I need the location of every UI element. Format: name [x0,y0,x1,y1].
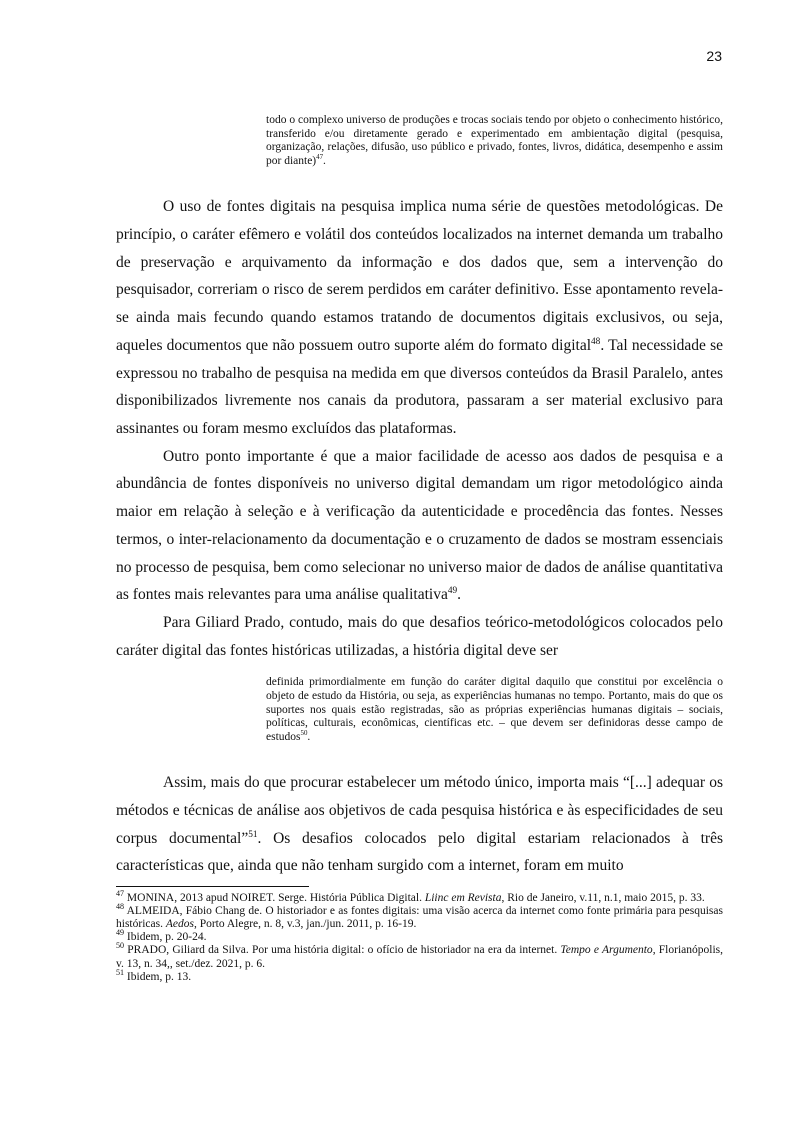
footnote-text: PRADO, Giliard da Silva. Por uma história digital: o ofício de historiador na era da internet. [124,944,561,957]
paragraph-4 [116,769,723,880]
footnotes-section [116,886,723,984]
footnote-ref-48[interactable]: 48 [591,336,601,347]
page-number: 23 [706,48,722,64]
paragraph-3 [116,609,723,664]
footnote-text-end: , Porto Alegre, n. 8, v.3, jan./jun. 2011, p. 16-19. [193,918,417,931]
footnote-journal-title: Aedos [165,918,194,931]
footnote-text: Ibidem, p. 20-24. [124,931,207,944]
paragraph-1-text-a: O uso de fontes digitais na pesquisa implica numa série de questões metodológicas. De princípio, o caráter efêmero e volátil dos conteúdos localizados na internet demanda um trabalho de preservação e arquivamento da informação e dos dados que, sem a intervenção do pesquisador, correriam o risco de serem perdidos em caráter definitivo. Esse apontamento revela-se ainda mais fecundo quando estamos tratando de documentos digitais exclusivos, ou seja, aqueles documentos que não possuem outro suporte além do formato digital [116,198,723,354]
footnote-51 [116,967,723,984]
paragraph-1-text-b: . Tal necessidade se expressou no trabalho de pesquisa na medida em que diversos conteúdos da Brasil Paralelo, antes disponibilizados livremente nos canais da produtora, passaram a ser material exclusivo para assinantes ou foram mesmo excluídos das plataformas. [116,336,724,437]
block-quote-1-text: todo o complexo universo de produções e trocas sociais tendo por objeto o conhecimento histórico, transferido e/ou diretamente gerado e experimentado em ambientação digital (pesquisa, organização, relações, difusão, uso público e privado, fontes, livros, didática, desempenho e assim por diante) [266,114,723,167]
footnote-text: ALMEIDA, Fábio Chang de. O historiador e as fontes digitais: uma visão acerca da internet como fonte primária para pesquisas históricas. [116,905,723,931]
paragraph-2 [116,443,723,609]
block-quote-2-text: definida primordialmente em função do caráter digital daquilo que constitui por excelência o objeto de estudo da História, ou seja, as experiências humanas no tempo. Portanto, mais do que os suportes nos quais estão registradas, são as próprias experiências humanas digitais – sociais, políticas, culturais, econômicas, científicas etc. – que devem ser definidoras desse campo de estudos [266,676,723,743]
footnote-48 [116,902,723,931]
footnote-number: 49 [116,928,125,938]
footnote-number: 50 [116,941,125,951]
footnote-text-end: , Rio de Janeiro, v.11, n.1, maio 2015, p. 33. [501,892,705,905]
page-body [116,114,723,984]
footnote-50 [116,941,723,970]
footnote-journal-title: Liinc em Revista [424,892,502,905]
footnote-ref-47[interactable]: 47 [316,153,324,161]
footnote-ref-49[interactable]: 49 [447,586,458,597]
footnote-text: Ibidem, p. 13. [124,970,192,983]
paragraph-2-text-b: . [457,586,461,604]
paragraph-4-text-b: . Os desafios colocados pelo digital estariam relacionados à três características que, ainda que não tenham surgido com a internet, foram em muito [116,829,724,875]
footnote-49 [116,928,723,944]
footnote-number: 51 [116,967,125,977]
footnote-47 [116,889,723,905]
footnote-ref-51[interactable]: 51 [248,829,258,840]
block-quote-1: todo o complexo universo de produções e trocas sociais tendo por objeto o conhecimento histórico, transferido e/ou diretamente gerado e experimentado em ambientação digital (pesquisa, organização, relações, difusão, uso público e privado, fontes, livros, didática, desempenho e assim por diante)$^{47}$. [266,114,723,167]
footnote-separator [116,886,309,887]
footnote-text: MONINA, 2013 apud NOIRET. Serge. História Pública Digital. [124,892,425,905]
footnote-ref-50[interactable]: 50 [300,729,308,737]
footnote-journal-title: Tempo e Argumento [560,944,653,957]
footnote-text-end: , Florianópolis, v. 13, n. 34,, set./dez. 2021, p. 6. [116,944,723,970]
paragraph-1 [116,193,723,442]
paragraph-4-text-a: Assim, mais do que procurar estabelecer um método único, importa mais “[...] adequar os métodos e técnicas de análise aos objetivos de cada pesquisa histórica e às especificidades de seu corpus documental” [116,774,723,847]
footnote-number: 48 [116,902,125,912]
paragraph-3-text: Para Giliard Prado, contudo, mais do que desafios teórico-metodológicos colocados pelo caráter digital das fontes históricas utilizadas, a história digital deve ser [116,613,723,659]
footnote-number: 47 [116,889,125,899]
block-quote-2-end: . [307,730,311,743]
paragraph-2-text-a: Outro ponto importante é que a maior facilidade de acesso aos dados de pesquisa e a abundância de fontes disponíveis no universo digital demandam um rigor metodológico ainda maior em relação à seleção e à verificação da autenticidade e procedência das fontes. Nesses termos, o inter-relacionamento da documentação e o cruzamento de dados se mostram essenciais no processo de pesquisa, bem como selecionar no universo maior de dados de análise quantitativa as fontes mais relevantes para uma análise qualitativa [116,447,723,604]
block-quote-2 [266,676,723,744]
